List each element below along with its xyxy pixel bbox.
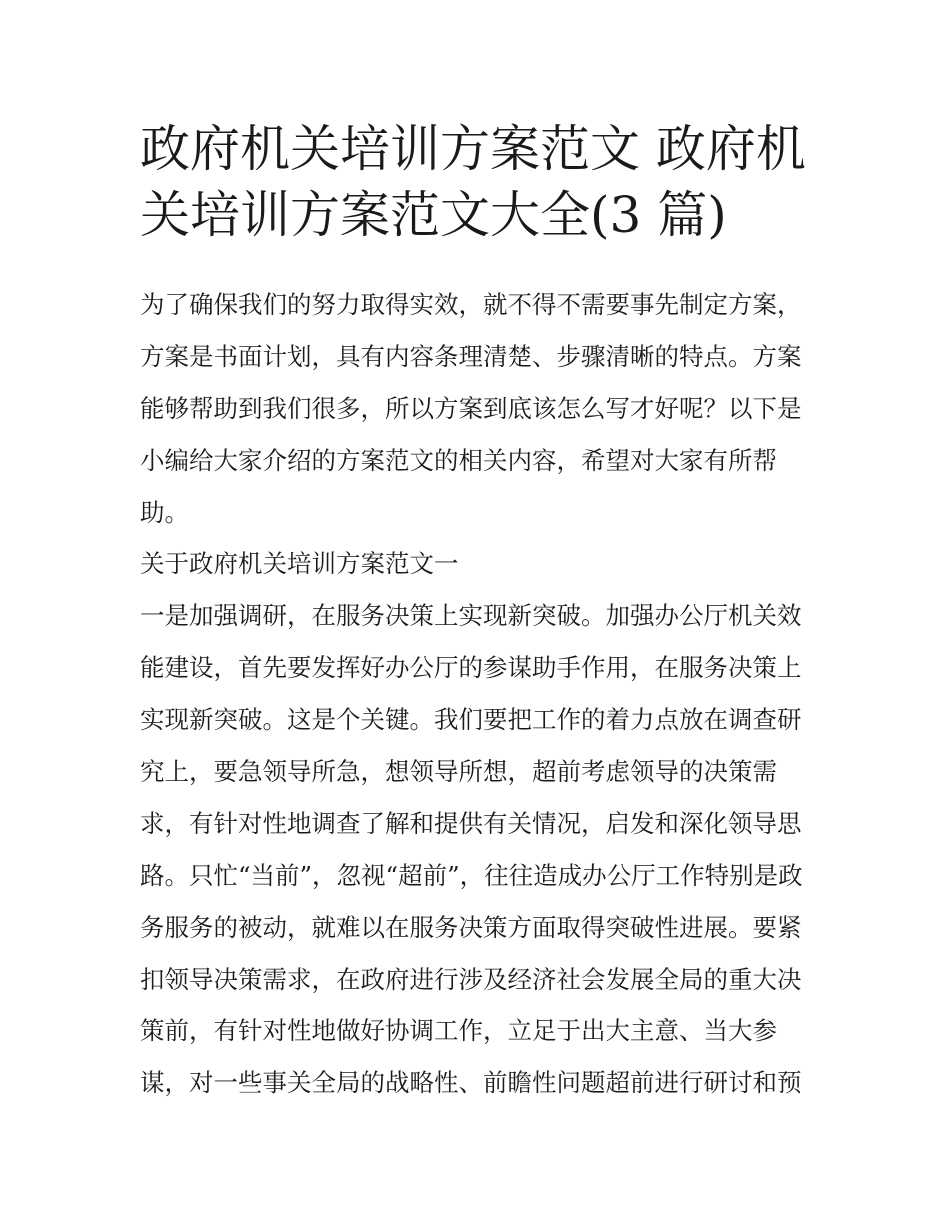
body-line: 能建设，首先要发挥好办公厅的参谋助手作用，在服务决策上 bbox=[140, 653, 802, 683]
body-line: 务服务的被动，就难以在服务决策方面取得突破性进展。要紧 bbox=[140, 912, 802, 942]
document-title bbox=[140, 116, 820, 248]
body-line: 求，有针对性地调查了解和提供有关情况，启发和深化领导思 bbox=[140, 808, 802, 838]
body-line: 为了确保我们的努力取得实效，就不得不需要事先制定方案， bbox=[140, 290, 802, 319]
body-line: 小编给大家介绍的方案范文的相关内容，希望对大家有所帮 bbox=[140, 445, 777, 475]
body-line: 一是加强调研，在服务决策上实现新突破。加强办公厅机关效 bbox=[140, 601, 802, 631]
document-body bbox=[140, 279, 820, 1109]
body-line: 策前，有针对性地做好协调工作，立足于出大主意、当大参 bbox=[140, 1016, 777, 1046]
body-line: 谋，对一些事关全局的战略性、前瞻性问题超前进行研讨和预 bbox=[140, 1068, 802, 1098]
title-line: 关培训方案范文大全(3 篇) bbox=[140, 186, 727, 244]
body-line: 能够帮助到我们很多，所以方案到底该怎么写才好呢？以下是 bbox=[140, 393, 802, 423]
title-line: 政府机关培训方案范文 政府机 bbox=[140, 120, 806, 178]
body-line: 路。只忙“当前”，忽视“超前”，往往造成办公厅工作特别是政 bbox=[140, 860, 803, 890]
section-heading: 关于政府机关培训方案范文一 bbox=[140, 549, 459, 579]
body-line: 实现新突破。这是个关键。我们要把工作的着力点放在调查研 bbox=[140, 705, 802, 735]
body-line: 扣领导决策需求，在政府进行涉及经济社会发展全局的重大决 bbox=[140, 964, 802, 994]
body-line: 方案是书面计划，具有内容条理清楚、步骤清晰的特点。方案 bbox=[140, 341, 802, 371]
body-line: 究上，要急领导所急，想领导所想，超前考虑领导的决策需 bbox=[140, 757, 777, 787]
body-line: 助。 bbox=[140, 497, 189, 527]
